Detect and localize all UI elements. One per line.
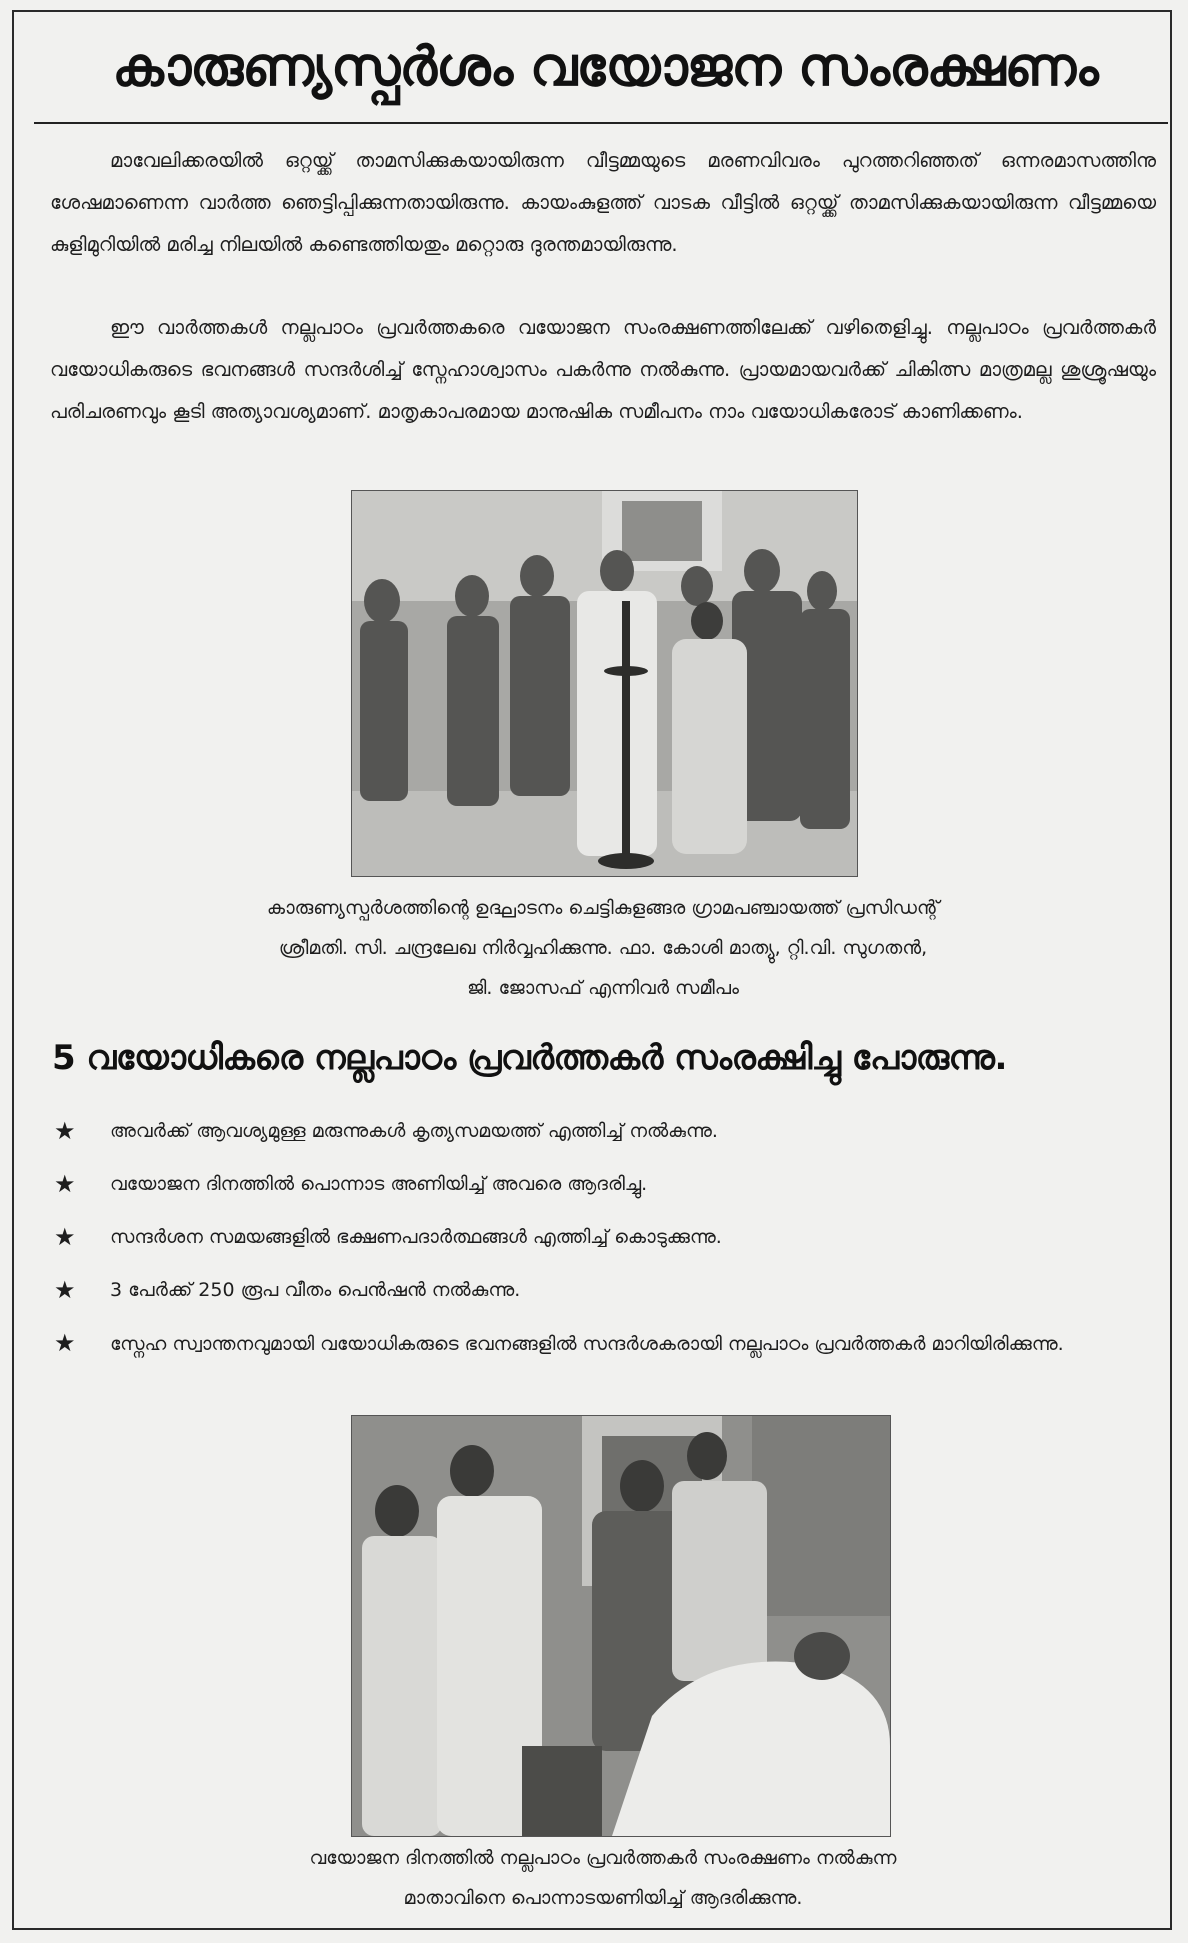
- caption-line: ശ്രീമതി. സി. ചന്ദ്രലേഖ നിർവ്വഹിക്കുന്നു. ഫാ. കോശി മാത്യു, റ്റി.വി. സുഗതൻ,: [278, 937, 928, 959]
- list-item: [50, 1269, 1150, 1311]
- list-item-text: വയോജന ദിനത്തിൽ പൊന്നാട അണിയിച്ച് അവരെ ആദരിച്ചു.: [110, 1173, 648, 1195]
- senior-day-photo-caption: [60, 1838, 1146, 1918]
- inauguration-photo: [351, 490, 858, 877]
- body-paragraph: ഈ വാർത്തകൾ നല്ലപാഠം പ്രവർത്തകരെ വയോജന സംരക്ഷണത്തിലേക്ക് വഴിതെളിച്ചു. നല്ലപാഠം പ്രവർത്തകർ വയോധികരുടെ ഭവനങ്ങൾ സന്ദർശിച്ച് സ്നേഹാശ്വാസം പകർന്നു നൽകുന്നു. പ്രായമായവർക്ക് ചികിത്സ മാത്രമല്ല ശുശ്രൂഷയും പരിചരണവും കൂടി അത്യാവശ്യമാണ്. മാതൃകാപരമായ മാനുഷിക സമീപനം നാം വയോധികരോട് കാണിക്കണം.: [50, 316, 1156, 423]
- star-icon: ★: [54, 1329, 76, 1357]
- star-icon: ★: [54, 1223, 76, 1251]
- page-title: കാരുണ്യസ്പർശം വയോജന സംരക്ഷണം: [112, 35, 1098, 98]
- list-item: [50, 1110, 1150, 1152]
- caption-line: ജി. ജോസഫ് എന്നിവർ സമീപം: [467, 977, 739, 999]
- caption-line: മാതാവിനെ പൊന്നാടയണിയിച്ച് ആദരിക്കുന്നു.: [403, 1887, 803, 1909]
- list-item: [50, 1163, 1150, 1205]
- list-item: [50, 1322, 1150, 1366]
- caption-line: കാരുണ്യസ്പർശത്തിന്റെ ഉദ്ഘാടനം ചെട്ടികുളങ്ങര ഗ്രാമപഞ്ചായത്ത് പ്രസിഡന്റ്: [266, 897, 940, 919]
- intro-paragraph: മാവേലിക്കരയിൽ ഒറ്റയ്ക്ക് താമസിക്കുകയായിരുന്ന വീട്ടമ്മയുടെ മരണവിവരം പുറത്തറിഞ്ഞത് ഒന്നരമാസത്തിനു ശേഷമാണെന്ന വാർത്ത ഞെട്ടിപ്പിക്കുന്നതായിരുന്നു. കായംകുളത്ത് വാടക വീട്ടിൽ ഒറ്റയ്ക്ക് താമസിക്കുകയായിരുന്ന വീട്ടമ്മയെ കുളിമുറിയിൽ മരിച്ച നിലയിൽ കണ്ടെത്തിയതും മറ്റൊരു ദുരന്തമായിരുന്നു.: [50, 149, 1156, 256]
- star-icon: ★: [54, 1117, 76, 1145]
- inauguration-photo-caption: [60, 888, 1146, 1008]
- section-heading: 5 വയോധികരെ നല്ലപാഠം പ്രവർത്തകർ സംരക്ഷിച്ചു പോരുന്നു.: [52, 1038, 1007, 1078]
- list-item-text: അവർക്ക് ആവശ്യമുള്ള മരുന്നുകൾ കൃത്യസമയത്ത് എത്തിച്ച് നൽകുന്നു.: [110, 1120, 718, 1142]
- activity-list: [50, 1110, 1150, 1377]
- caption-line: വയോജന ദിനത്തിൽ നല്ലപാഠം പ്രവർത്തകർ സംരക്ഷണം നൽകുന്ന: [309, 1847, 897, 1869]
- list-item-text: സ്നേഹ സ്വാന്തനവുമായി വയോധികരുടെ ഭവനങ്ങളിൽ സന്ദർശകരായി നല്ലപാഠം പ്രവർത്തകർ മാറിയിരിക്കുന്നു.: [110, 1333, 1064, 1355]
- list-item: [50, 1216, 1150, 1258]
- title-divider: [34, 122, 1168, 124]
- list-item-text: സന്ദർശന സമയങ്ങളിൽ ഭക്ഷണപദാർത്ഥങ്ങൾ എത്തിച്ച് കൊടുക്കുന്നു.: [110, 1226, 722, 1248]
- star-icon: ★: [54, 1276, 76, 1304]
- list-item-text: 3 പേർക്ക് 250 രൂപ വീതം പെൻഷൻ നൽകുന്നു.: [110, 1279, 521, 1301]
- senior-day-photo: [351, 1415, 891, 1837]
- star-icon: ★: [54, 1170, 76, 1198]
